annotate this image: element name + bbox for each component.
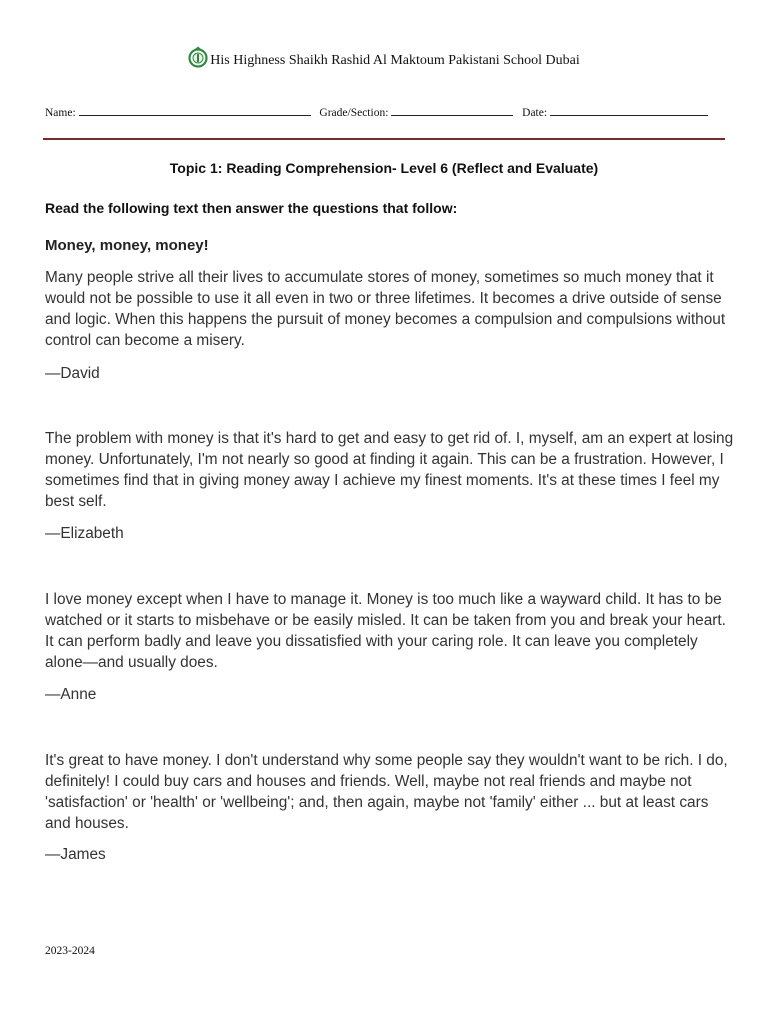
header-divider: [43, 138, 725, 140]
passage-paragraph: Many people strive all their lives to accumulate stores of money, sometimes so much money that it would not be possible to use it all even in two or three lifetimes. It becomes a drive outside of sense and logic. When this happens the pursuit of money becomes a compulsion and compulsions without control can become a misery.: [45, 269, 726, 349]
name-field[interactable]: [79, 106, 311, 116]
name-label: Name:: [45, 107, 76, 119]
passage-paragraph: It's great to have money. I don't understand why some people say they wouldn't want to be rich. I do, definitely! I could buy cars and houses and friends. Well, maybe not real friends and maybe not 'satisfaction' or 'health' or 'wellbeing'; and, then again, maybe not 'family' either ... but at least cars and houses.: [45, 752, 728, 832]
paragraph-author: —James: [45, 846, 106, 863]
school-crest-icon: [188, 46, 208, 68]
passage-title: Money, money, money!: [45, 237, 209, 254]
school-header: [0, 46, 768, 69]
student-info-line: [45, 106, 725, 119]
grade-section-field[interactable]: [391, 106, 513, 116]
date-field[interactable]: [550, 106, 708, 116]
date-label: Date:: [522, 107, 548, 119]
passage-paragraph: The problem with money is that it's hard to get and easy to get rid of. I, myself, am an expert at losing money. Unfortunately, I'm not nearly so good at finding it again. This can be a frustration. However, I sometimes find that in giving money away I achieve my finest moments. It's at these times I feel my best self.: [45, 430, 734, 510]
paragraph-author: —Elizabeth: [45, 525, 124, 542]
school-name: His Highness Shaikh Rashid Al Maktoum Pakistani School Dubai: [210, 53, 580, 68]
passage-paragraph: I love money except when I have to manage it. Money is too much like a wayward child. It has to be watched or it starts to misbehave or be easily misled. It can be taken from you and break your heart. It can perform badly and leave you dissatisfied with your caring role. It can leave you completely alone—and usually does.: [45, 591, 726, 671]
paragraph-author: —Anne: [45, 686, 97, 703]
footer-year: 2023-2024: [45, 945, 95, 957]
grade-label: Grade/Section:: [319, 107, 389, 119]
paragraph-author: —David: [45, 365, 100, 382]
instruction-text: Read the following text then answer the questions that follow:: [45, 200, 458, 216]
topic-heading: Topic 1: Reading Comprehension- Level 6 (Reflect and Evaluate): [169, 160, 599, 176]
